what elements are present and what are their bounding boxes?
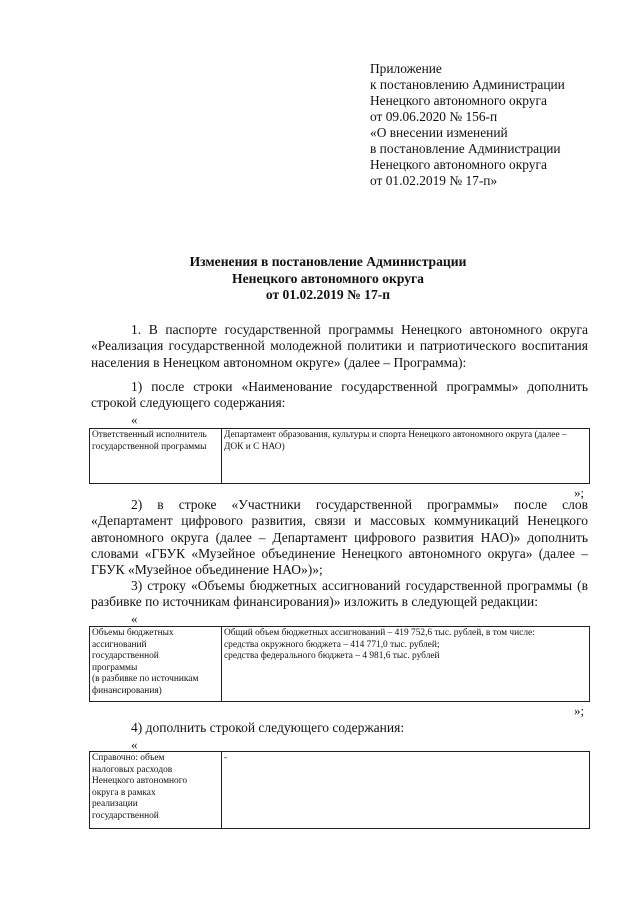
- table-cell-label: Объемы бюджетных ассигнований государственной программы (в разбивке по источникам финансирования): [90, 627, 222, 702]
- quote-open-1: «: [131, 412, 138, 427]
- quote-close-1: »;: [574, 485, 585, 500]
- quote-close-2: »;: [574, 703, 585, 718]
- quote-open-2: «: [131, 611, 138, 626]
- appendix-line: «О внесении изменений: [370, 125, 508, 140]
- appendix-line: Ненецкого автономного округа: [370, 93, 547, 108]
- quote-open-3: «: [131, 737, 138, 752]
- table-cell-value: Общий объем бюджетных ассигнований – 419 752,6 тыс. рублей, в том числе: средства окружного бюджета – 414 771,0 тыс. рублей; средства федерального бюджета – 4 981,6 тыс. рублей: [222, 627, 590, 702]
- appendix-line: от 01.02.2019 № 17-п»: [370, 173, 498, 188]
- table-budget-allocations: [89, 626, 590, 702]
- paragraph-4: 3) строку «Объемы бюджетных ассигнований государственной программы (в разбивке по источникам финансирования)» изложить в следующей редакции:: [91, 578, 588, 610]
- paragraph-2: 1) после строки «Наименование государственной программы» дополнить строкой следующего содержания:: [91, 379, 588, 411]
- table-cell-value: Департамент образования, культуры и спорта Ненецкого автономного округа (далее – ДОК и С НАО): [222, 429, 590, 484]
- table-cell-label: Ответственный исполнитель государственной программы: [90, 429, 222, 484]
- appendix-line: Ненецкого автономного округа: [370, 157, 547, 172]
- table-row: [90, 752, 590, 829]
- paragraph-5: 4) дополнить строкой следующего содержания:: [131, 720, 405, 735]
- appendix-header: [370, 61, 565, 189]
- title-line: Ненецкого автономного округа: [232, 270, 424, 286]
- paragraph-1: 1. В паспорте государственной программы Ненецкого автономного округа «Реализация государственной молодежной политики и патриотического воспитания населения в Ненецком автономном округе» (далее – Программа):: [91, 322, 588, 370]
- appendix-line: Приложение: [370, 61, 442, 76]
- appendix-line: от 09.06.2020 № 156-п: [370, 109, 498, 124]
- table-row: [90, 429, 590, 484]
- table-responsible-executor: [89, 428, 590, 484]
- title-line: Изменения в постановление Администрации: [189, 254, 467, 269]
- appendix-line: к постановлению Администрации: [370, 77, 565, 92]
- table-tax-expenditures: [89, 751, 590, 829]
- table-row: [90, 627, 590, 702]
- appendix-line: в постановление Администрации: [370, 141, 561, 156]
- title-line: от 01.02.2019 № 17-п: [265, 287, 391, 302]
- document-title: [0, 254, 640, 304]
- paragraph-3: 2) в строке «Участники государственной программы» после слов «Департамент цифрового развития, связи и массовых коммуникаций Ненецкого автономного округа (далее – Департамент цифрового развития НАО)» дополнить словами «ГБУК «Музейное объединение Ненецкого автономного округа» (далее – ГБУК «Музейное объединение НАО»)»;: [91, 497, 588, 578]
- table-cell-value: -: [222, 752, 590, 829]
- table-cell-label: Справочно: объем налоговых расходов Ненецкого автономного округа в рамках реализации государственной: [90, 752, 222, 829]
